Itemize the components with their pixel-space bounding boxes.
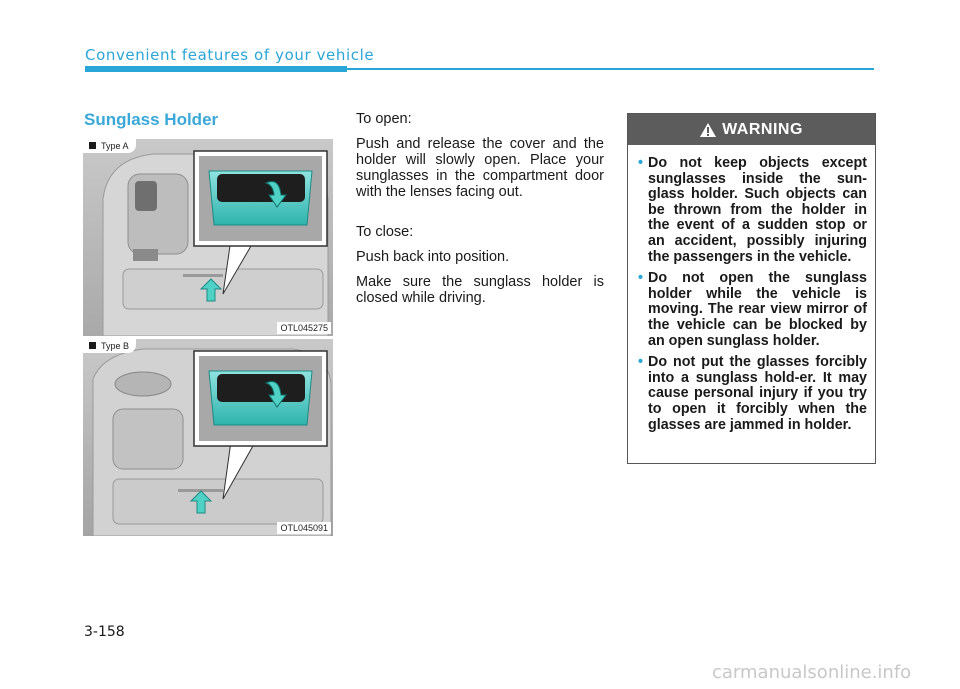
page-number: 3-158: [84, 624, 125, 640]
warning-box: [627, 113, 876, 464]
warning-item: • Do not keep objects except sunglasses inside the sun-glass holder. Such objects can be thrown from the holder in the event of a sudden stop or an accident, possibly injuring the passengers in the vehicle.: [638, 155, 867, 265]
warning-triangle-icon: [700, 123, 716, 137]
type-a-tag: Type A: [83, 139, 136, 153]
chapter-title: Convenient features of your vehicle: [85, 46, 375, 64]
section-title: Sunglass Holder: [84, 110, 219, 129]
header-rule-thin: [347, 68, 874, 70]
sunglass-holder-illustration-a: [83, 139, 333, 336]
closing-note: Make sure the sunglass holder is closed while driving.: [356, 274, 604, 306]
warning-header: [628, 114, 875, 145]
warning-item: • Do not open the sunglass holder while the vehicle is moving. The rear view mirror of the vehicle can be blocked by an open sunglass holder.: [638, 270, 867, 349]
figure-code-a: OTL045275: [277, 322, 331, 334]
bullet-icon: •: [638, 354, 644, 371]
warning-list: [628, 145, 875, 433]
watermark: carmanualsonline.info: [712, 662, 912, 683]
close-heading: To close:: [356, 224, 414, 240]
header-rule-thick: [85, 66, 347, 72]
sunglass-holder-illustration-b: [83, 339, 333, 536]
type-b-tag: Type B: [83, 339, 136, 353]
close-instructions: Push back into position.: [356, 249, 510, 265]
bullet-icon: •: [638, 270, 644, 287]
figure-code-b: OTL045091: [277, 522, 331, 534]
figure-type-a: [83, 139, 333, 336]
instructions-column: [356, 111, 604, 315]
open-heading: To open:: [356, 111, 412, 127]
open-instructions: Push and release the cover and the holder will slowly open. Place your sunglasses in the compartment door with the lenses facing out.: [356, 136, 604, 200]
figure-type-b: [83, 339, 333, 536]
warning-item: • Do not put the glasses forcibly into a sunglass hold-er. It may cause personal injury if you try to open it forcibly when the glasses are jammed in holder.: [638, 354, 867, 433]
bullet-icon: •: [638, 155, 644, 171]
warning-title: WARNING: [722, 120, 803, 138]
